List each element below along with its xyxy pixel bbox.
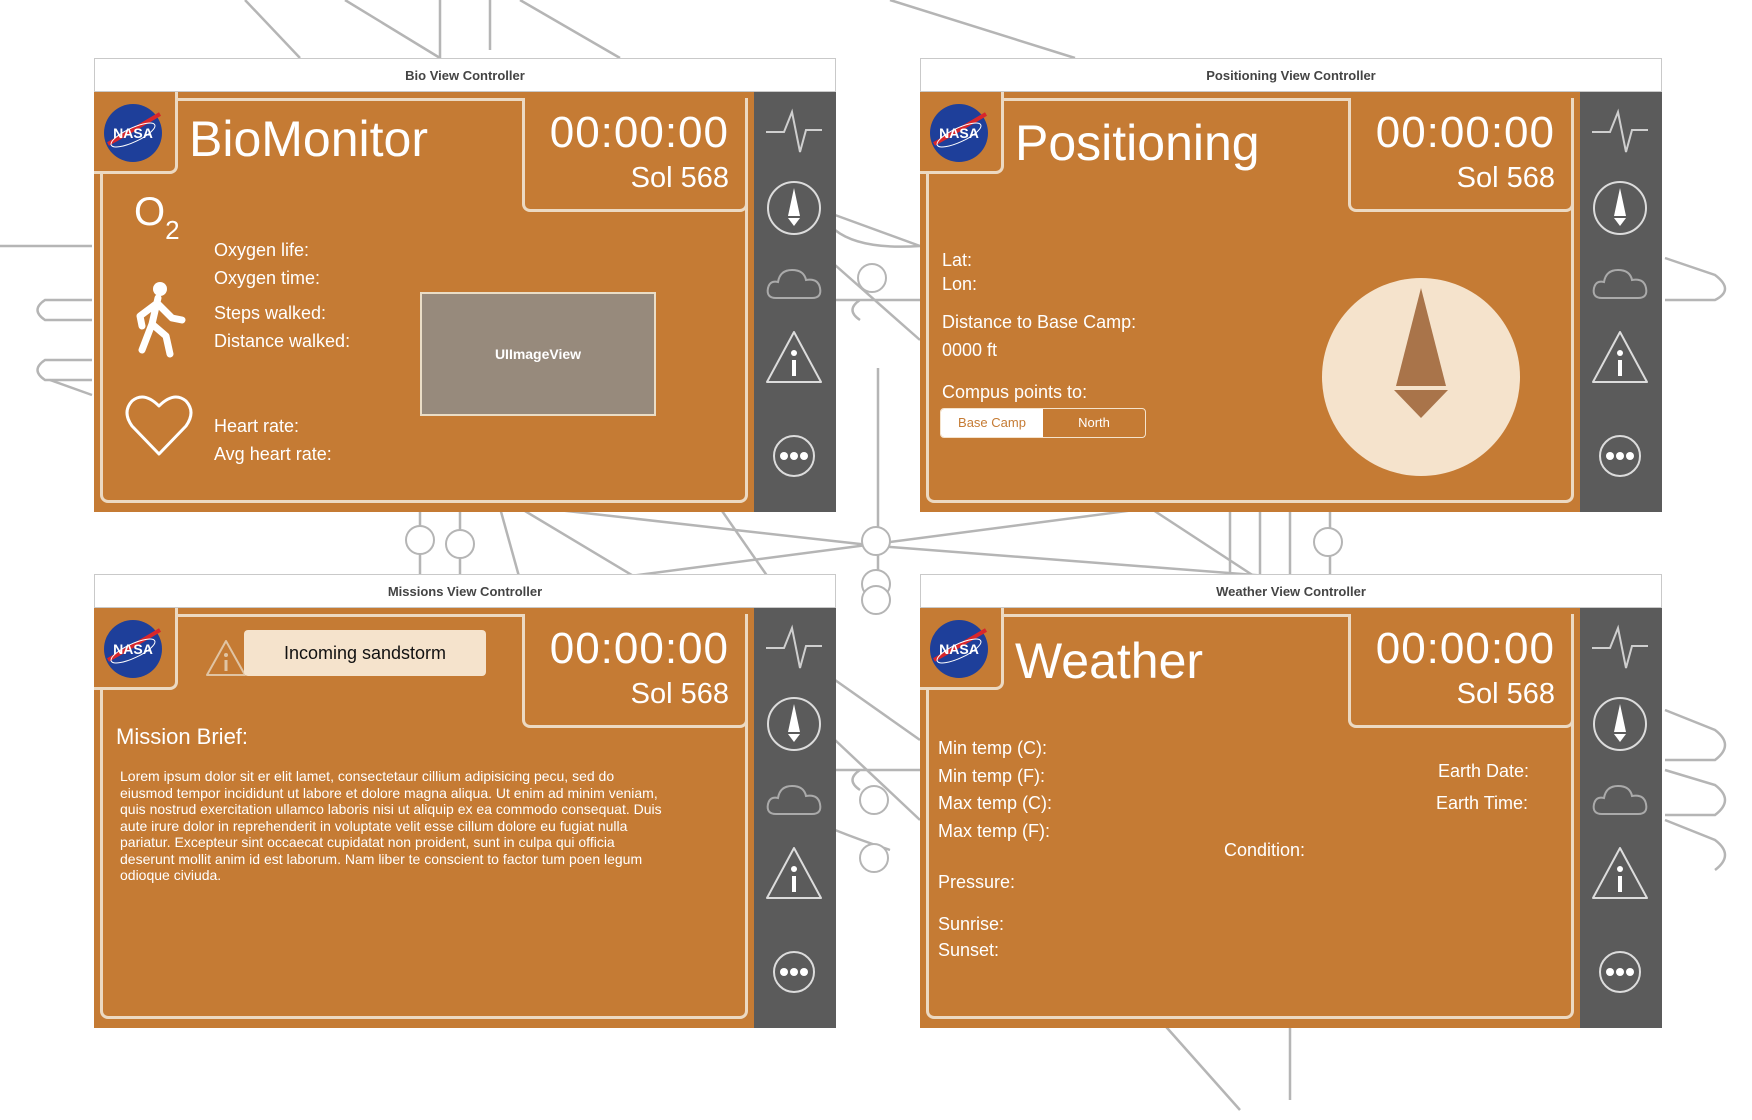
sol-label: Sol 568 — [630, 678, 729, 710]
scene-title: Bio View Controller — [94, 58, 836, 92]
tab-sidebar — [754, 608, 836, 1028]
image-view-placeholder: UIImageView — [420, 292, 656, 416]
page-title: Positioning — [1015, 115, 1260, 171]
pressure-label: Pressure: — [938, 872, 1016, 892]
mission-brief-text: Lorem ipsum dolor sit er elit lamet, consectetaur cillium adipisicing pecu, sed do eiusmod tempor incididunt ut labore et dolore magna aliqua. Ut enim ad minim veniam, quis nostrud exercitation ullamco laboris nisi ut aliquip ex ea commodo consequat. Duis aute irure dolor in reprehenderit in voluptate velit esse cillum dolore eu fugiat nulla pariatur. Excepteur sint occaecat cupidatat non proident, sunt in culpa qui officia deserunt mollit anim id est laborum. Nam liber te conscient to factor tum poen legum odioque civiuda. — [120, 768, 662, 883]
mission-timer: 00:00:00 — [1375, 624, 1555, 673]
mission-timer: 00:00:00 — [1375, 108, 1555, 157]
more-icon[interactable] — [1590, 426, 1650, 486]
positioning-view-controller — [920, 58, 1662, 512]
mission-timer: 00:00:00 — [549, 108, 729, 157]
scene-body — [920, 608, 1662, 1028]
compass-icon[interactable] — [1590, 178, 1650, 238]
max-temp-c-label: Max temp (C): — [938, 793, 1053, 813]
nasa-logo-icon — [928, 102, 990, 164]
scene-title: Positioning View Controller — [920, 58, 1662, 92]
compass-icon[interactable] — [764, 694, 824, 754]
scene-title: Missions View Controller — [94, 574, 836, 608]
timer-panel — [522, 98, 748, 212]
earth-time-label: Earth Time: — [1436, 793, 1529, 813]
tab-sidebar — [1580, 608, 1662, 1028]
compass-target-segmented-control[interactable] — [940, 408, 1146, 438]
sunset-label: Sunset: — [938, 940, 1000, 960]
scene-body — [920, 92, 1662, 512]
info-icon[interactable] — [764, 844, 824, 904]
distance-walked-label: Distance walked: — [214, 331, 351, 351]
longitude-label: Lon: — [942, 274, 978, 294]
cloud-icon[interactable] — [764, 768, 824, 828]
bio-view-controller — [94, 58, 836, 512]
oxygen-icon — [134, 190, 180, 245]
more-icon[interactable] — [1590, 942, 1650, 1002]
latitude-label: Lat: — [942, 250, 973, 270]
more-icon[interactable] — [764, 942, 824, 1002]
info-icon[interactable] — [1590, 328, 1650, 388]
cloud-icon[interactable] — [1590, 768, 1650, 828]
oxygen-life-label: Oxygen life: — [214, 240, 310, 260]
compass-dial — [1322, 278, 1520, 476]
timer-panel — [522, 614, 748, 728]
oxygen-time-label: Oxygen time: — [214, 268, 321, 288]
compass-needle-icon — [1322, 278, 1520, 476]
missions-view-controller — [94, 574, 836, 1028]
cloud-icon[interactable] — [1590, 252, 1650, 312]
scene-title: Weather View Controller — [920, 574, 1662, 608]
cloud-icon[interactable] — [764, 252, 824, 312]
sunrise-label: Sunrise: — [938, 914, 1005, 934]
scene-body — [94, 608, 836, 1028]
max-temp-f-label: Max temp (F): — [938, 821, 1051, 841]
mission-timer: 00:00:00 — [549, 624, 729, 673]
mission-brief-title: Mission Brief: — [116, 724, 249, 749]
heart-rate-label: Heart rate: — [214, 416, 300, 436]
steps-walked-label: Steps walked: — [214, 303, 327, 323]
heart-icon — [124, 392, 194, 458]
compass-icon[interactable] — [764, 178, 824, 238]
warning-icon — [204, 638, 248, 678]
page-title: BioMonitor — [189, 111, 428, 167]
info-icon[interactable] — [764, 328, 824, 388]
compass-icon[interactable] — [1590, 694, 1650, 754]
distance-to-base-label: Distance to Base Camp: — [942, 312, 1137, 332]
timer-panel — [1348, 614, 1574, 728]
condition-label: Condition: — [1224, 840, 1306, 860]
segment-north[interactable]: North — [1078, 415, 1110, 430]
pulse-icon[interactable] — [1590, 616, 1650, 676]
sol-label: Sol 568 — [1456, 678, 1555, 710]
info-icon[interactable] — [1590, 844, 1650, 904]
svg-text:NASA: NASA — [939, 641, 979, 657]
svg-text:NASA: NASA — [939, 125, 979, 141]
svg-text:NASA: NASA — [113, 125, 153, 141]
more-icon[interactable] — [764, 426, 824, 486]
min-temp-f-label: Min temp (F): — [938, 766, 1046, 786]
pulse-icon[interactable] — [764, 100, 824, 160]
distance-value: 0000 ft — [942, 340, 998, 360]
pulse-icon[interactable] — [764, 616, 824, 676]
oxygen-subscript: 2 — [165, 215, 180, 245]
weather-view-controller — [920, 574, 1662, 1028]
timer-panel — [1348, 98, 1574, 212]
tab-sidebar — [1580, 92, 1662, 512]
walking-person-icon — [130, 280, 186, 358]
svg-text:NASA: NASA — [113, 641, 153, 657]
nasa-logo-icon — [928, 618, 990, 680]
alert-banner: Incoming sandstorm — [244, 630, 486, 676]
page-title: Weather — [1015, 633, 1204, 689]
earth-date-label: Earth Date: — [1438, 761, 1530, 781]
scene-body — [94, 92, 836, 512]
sol-label: Sol 568 — [1456, 162, 1555, 194]
pulse-icon[interactable] — [1590, 100, 1650, 160]
oxygen-symbol: O — [134, 190, 166, 234]
segment-base-camp[interactable]: Base Camp — [941, 409, 1043, 437]
nasa-logo-icon — [102, 102, 164, 164]
tab-sidebar — [754, 92, 836, 512]
sol-label: Sol 568 — [630, 162, 729, 194]
nasa-logo-icon — [102, 618, 164, 680]
avg-heart-rate-label: Avg heart rate: — [214, 444, 332, 464]
min-temp-c-label: Min temp (C): — [938, 738, 1048, 758]
compass-points-label: Compus points to: — [942, 382, 1088, 402]
